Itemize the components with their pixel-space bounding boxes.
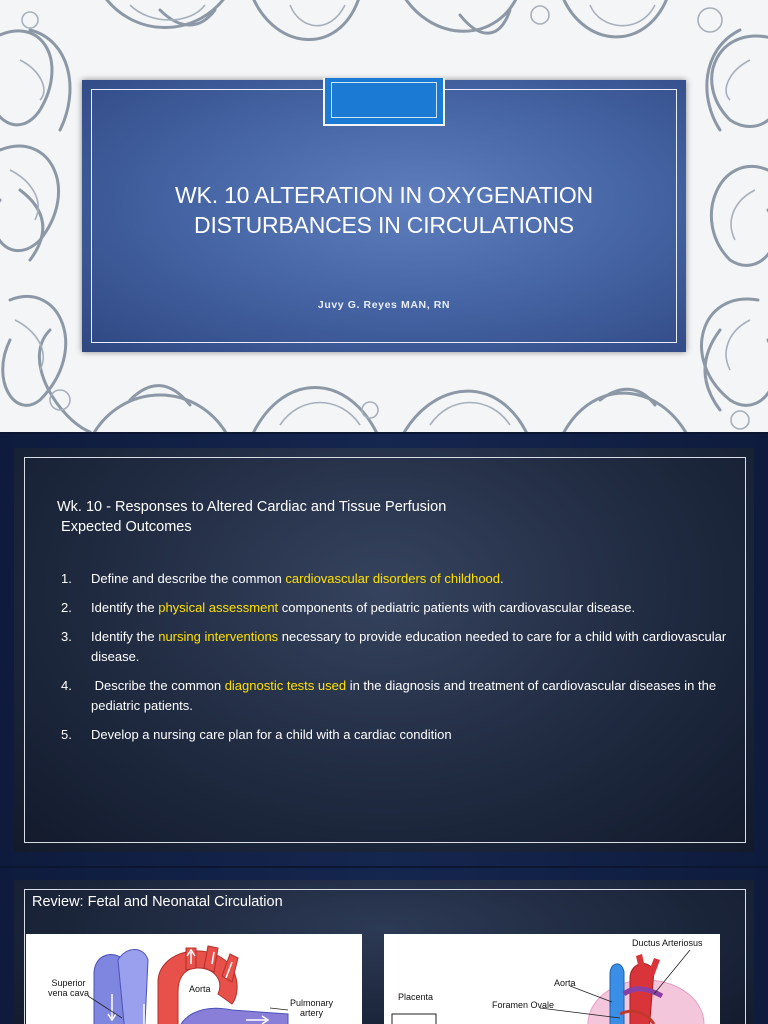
- label-placenta: Placenta: [398, 992, 434, 1002]
- outcome-text-end: in the diagnosis and treatment of cardiovascular diseases in the pediatric patients.: [91, 678, 717, 713]
- title-box: [82, 80, 686, 352]
- outcome-text: Identify the: [91, 600, 159, 615]
- outcome-text-end: components of pediatric patients with cardiovascular disease.: [278, 600, 636, 615]
- outcome-item: [61, 627, 741, 667]
- circulation-panel: [14, 880, 754, 1024]
- outcome-text: Identify the: [91, 629, 159, 644]
- circulation-slide: [0, 868, 768, 1024]
- outcome-number: 5.: [61, 727, 72, 742]
- outcome-number: 4.: [61, 678, 72, 693]
- label-aorta-fetal: Aorta: [554, 978, 576, 988]
- label-superior-vena-cava: Superior vena cava: [48, 978, 90, 998]
- outcome-item: [61, 598, 741, 618]
- outcomes-slide: [0, 434, 768, 866]
- title-accent-tab-border: [331, 82, 437, 118]
- outcome-text: Describe the common: [91, 678, 225, 693]
- outcomes-heading-line1: Wk. 10 - Responses to Altered Cardiac and Tissue Perfusion: [57, 499, 447, 515]
- outcome-number: 3.: [61, 629, 72, 644]
- outcome-text: Develop a nursing care plan for a child with a cardiac condition: [91, 727, 452, 742]
- outcome-highlight: diagnostic tests used: [224, 678, 347, 693]
- title-accent-tab: [323, 78, 445, 126]
- circulation-title: Review: Fetal and Neonatal Circulation: [32, 894, 283, 910]
- label-aorta: Aorta: [189, 984, 211, 994]
- outcomes-panel: [14, 448, 754, 852]
- outcomes-heading: [57, 497, 446, 537]
- label-pulmonary-artery: Pulmonary artery: [290, 998, 334, 1018]
- heart-diagram: [26, 934, 362, 1024]
- outcome-item: [61, 569, 741, 589]
- label-foramen-ovale: Foramen Ovale: [492, 1000, 555, 1010]
- label-ductus-arteriosus: Ductus Arteriosus: [632, 938, 703, 948]
- outcome-text-end: necessary to provide education needed to care for a child with cardiovascular disease.: [91, 629, 727, 664]
- fetal-circulation-diagram: [384, 934, 720, 1024]
- outcome-number: 2.: [61, 600, 72, 615]
- outcome-item: [61, 676, 741, 716]
- outcome-number: 1.: [61, 571, 72, 586]
- outcome-item: [61, 725, 741, 745]
- outcomes-heading-line2: Expected Outcomes: [57, 519, 192, 535]
- outcome-highlight: cardiovascular disorders of childhood: [285, 571, 501, 586]
- outcome-text: Define and describe the common: [91, 571, 286, 586]
- slide-title-line1: WK. 10 ALTERATION IN OXYGENATION: [175, 182, 593, 208]
- outcome-highlight: nursing interventions: [158, 629, 279, 644]
- outcomes-list: [61, 569, 741, 754]
- outcome-highlight: physical assessment: [158, 600, 279, 615]
- slide-title: [82, 180, 686, 240]
- slide-author: Juvy G. Reyes MAN, RN: [317, 299, 451, 311]
- slide-title-line2: DISTURBANCES IN CIRCULATIONS: [194, 212, 574, 238]
- title-slide: [0, 0, 768, 432]
- outcome-text-end: .: [500, 571, 504, 586]
